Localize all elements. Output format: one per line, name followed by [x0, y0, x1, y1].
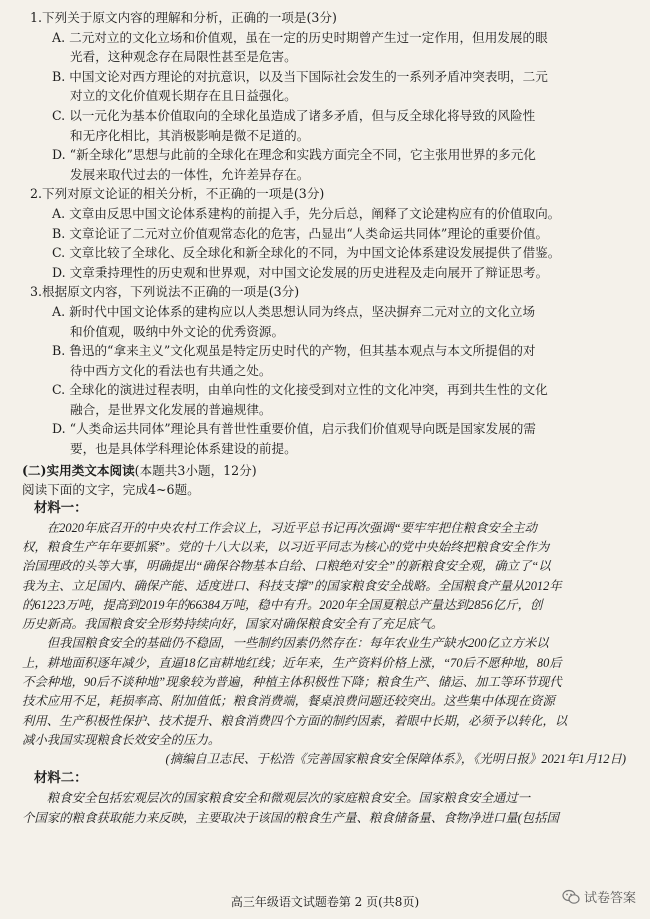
question-list	[22, 8, 632, 459]
paragraph-line: 技术应用不足，耗损率高、附加值低；粮食消费端，餐桌浪费问题还较突出。这些集中体现在资源	[22, 694, 555, 709]
paragraph-line: 治国理政的头等大事，明确提出“确保谷物基本自给、口粮绝对安全”的新粮食安全观，确立了“以	[22, 559, 551, 574]
option-line: D. “人类命运共同体”理论具有普世性重要价值，启示我们价值观导向既是国家发展的需	[52, 421, 536, 437]
question-1	[22, 8, 632, 184]
question-2	[22, 184, 632, 282]
option-line: B. 中国文论对西方理论的对抗意识，以及当下国际社会发生的一系列矛盾冲突表明，二元	[52, 68, 548, 84]
option-C	[52, 380, 632, 419]
option-line: A. 文章由反思中国文论体系建构的前提入手，先分后总，阐释了文论建构应有的价值取向。	[52, 205, 561, 221]
material2-title: 材料二：	[34, 771, 88, 787]
option-line: C. 以一元化为基本价值取向的全球化虽造成了诸多矛盾，但与反全球化将导致的风险性	[52, 107, 536, 123]
option-line: C. 文章比较了全球化、反全球化和新全球化的不同，为中国文论体系建设发展提供了借鉴。	[52, 245, 561, 261]
option-line: 光看，这种观念存在局限性甚至是危害。	[70, 49, 297, 65]
paragraph-line: 粮食安全包括宏观层次的国家粮食安全和微观层次的家庭粮食安全。国家粮食安全通过一	[46, 791, 531, 806]
paragraph-line: 不会种地，90后不谈种地”现象较为普遍，种植主体积极性下降；粮食生产、储运、加工等环节现代	[22, 675, 562, 690]
option-line: 对立的文化价值观长期存在且日益强化。	[70, 88, 297, 104]
paragraph-line: 减小我国实现粮食长效安全的压力。	[22, 732, 221, 747]
section-instruction: 阅读下面的文字，完成4~6题。	[22, 481, 200, 497]
watermark	[562, 887, 636, 906]
paragraph-line: 历史新高。我国粮食安全形势持续向好，国家对确保粮食安全有了充足底气。	[22, 617, 444, 632]
option-line: 要，也是具体学科理论体系建设的前提。	[70, 441, 297, 457]
paragraph-line: 个国家的粮食获取能力来反映，主要取决于该国的粮食生产量、粮食储备量、食物净进口量(包括国	[22, 810, 559, 825]
paragraph-line: 我为主、立足国内、确保产能、适度进口、科技支撑”的国家粮食安全战略。全国粮食产量从2012年	[22, 578, 562, 593]
option-line: 待中西方文化的看法也有共通之处。	[70, 362, 272, 378]
wechat-icon	[562, 889, 580, 905]
option-A	[52, 28, 632, 67]
page-footer: 高三年级语文试题卷第 2 页(共8页)	[230, 895, 420, 909]
option-line: B. 鲁迅的“拿来主义”文化观虽是特定历史时代的产物，但其基本观点与本文所提倡的对	[52, 343, 536, 359]
option-D	[52, 419, 632, 458]
option-line: D. “新全球化”思想与此前的全球化在理念和实践方面完全不同，它主张用世界的多元化	[52, 147, 536, 163]
paragraph-line: 的61223万吨，提高到2019年的66384万吨，稳中有升。2020年全国夏粮总产量达到2856亿斤，创	[22, 597, 543, 612]
option-line: 和价值观，吸纳中外文论的优秀资源。	[70, 323, 285, 339]
question-stem: 1.下列关于原文内容的理解和分析，正确的一项是(3分)	[30, 10, 337, 25]
option-line: 和无序化相比，其消极影响是微不足道的。	[70, 127, 310, 143]
option-line: C. 全球化的演进过程表明，由单向性的文化接受到对立性的文化冲突，再到共生性的文化	[52, 382, 548, 398]
option-line: B. 文章论证了二元对立价值观常态化的危害，凸显出“人类命运共同体”理论的重要价值。	[52, 225, 549, 241]
paragraph-line: 利用、生产积极性保护、技术提升、粮食消费四个方面的制约因素，着眼中长期，必须予以转化，以	[22, 713, 568, 728]
paragraph-line: 上，耕地面积逐年减少，直逼18亿亩耕地红线；近年来，生产资料价格上涨，“70后不愿种地，80后	[22, 655, 562, 670]
option-C	[52, 243, 632, 263]
material1-source: (摘编自卫志民、于松浩《完善国家粮食安全保障体系》，《光明日报》2021年1月12日)	[165, 752, 626, 767]
option-C	[52, 106, 632, 145]
option-line: 发展来取代过去的一体性，允许差异存在。	[70, 166, 310, 182]
option-D	[52, 263, 632, 283]
option-A	[52, 204, 632, 224]
material1-body	[22, 519, 632, 751]
option-line: A. 二元对立的文化立场和价值观，虽在一定的历史时期曾产生过一定作用，但用发展的眼	[52, 29, 548, 45]
option-line: A. 新时代中国文论体系的建构应以人类思想认同为终点，坚决摒弃二元对立的文化立场	[52, 303, 536, 319]
option-line: D. 文章秉持理性的历史观和世界观，对中国文论发展的历史进程及走向展开了辩证思考。	[52, 264, 549, 280]
paragraph-line: 权，粮食生产年年要抓紧”。党的十八大以来，以习近平同志为核心的党中央始终把粮食安全作为	[22, 539, 550, 554]
section-note: (本题共3小题，12分)	[134, 462, 257, 478]
paragraph-line: 在2020年底召开的中央农村工作会议上，习近平总书记再次强调“要牢牢把住粮食安全主动	[46, 520, 537, 535]
option-B	[52, 67, 632, 106]
option-line: 融合，是世界文化发展的普遍规律。	[70, 401, 272, 417]
question-stem: 2.下列对原文论证的相关分析，不正确的一项是(3分)	[30, 186, 325, 202]
material1-title: 材料一：	[34, 500, 88, 516]
section-title: (二)实用类文本阅读	[22, 462, 135, 478]
question-3	[22, 282, 632, 458]
option-B	[52, 341, 632, 380]
question-stem: 3.根据原文内容，下列说法不正确的一项是(3分)	[30, 284, 300, 300]
section-heading	[22, 461, 632, 480]
watermark-text: 试卷答案	[583, 891, 636, 906]
option-B	[52, 224, 632, 244]
material2-body	[22, 789, 632, 828]
option-A	[52, 302, 632, 341]
paragraph-line: 但我国粮食安全的基础仍不稳固，一些制约因素仍然存在：每年农业生产缺水200亿立方米以	[46, 636, 549, 651]
option-D	[52, 145, 632, 184]
